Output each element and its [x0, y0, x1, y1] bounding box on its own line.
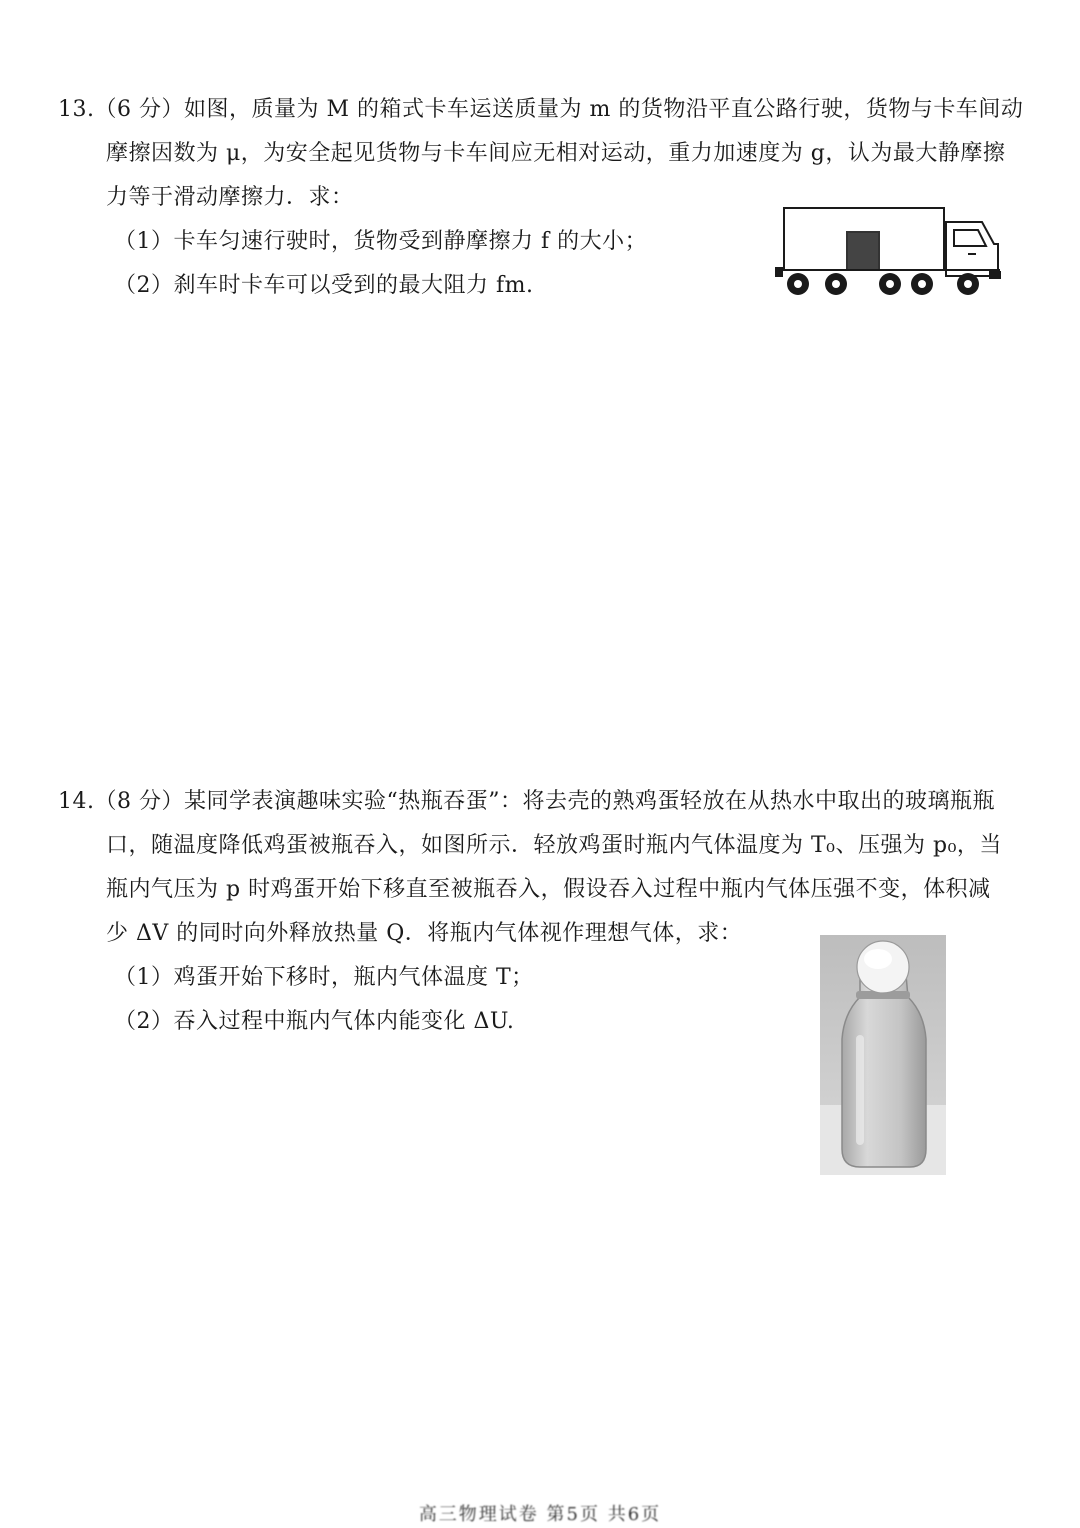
q13-line-1: 13.（6 分）如图，质量为 M 的箱式卡车运送质量为 m 的货物沿平直公路行驶，货物与卡车间动 [58, 97, 1024, 122]
q13-line-2: 摩擦因数为 μ，为安全起见货物与卡车间应无相对运动，重力加速度为 g，认为最大静摩擦 [106, 141, 1006, 166]
glass-bottle [842, 975, 926, 1167]
q13-subquestion-2: （2）刹车时卡车可以受到的最大阻力 fm. [114, 273, 534, 298]
q14-line-2: 口，随温度降低鸡蛋被瓶吞入，如图所示．轻放鸡蛋时瓶内气体温度为 T₀、压强为 p₀，当 [106, 833, 1002, 858]
q13-subquestion-1: （1）卡车匀速行驶时，货物受到静摩擦力 f 的大小； [114, 229, 648, 254]
q14-subquestion-2: （2）吞入过程中瓶内气体内能变化 ΔU. [114, 1009, 515, 1034]
q14-subquestion-1: （1）鸡蛋开始下移时，瓶内气体温度 T； [114, 965, 534, 990]
q13-line-3: 力等于滑动摩擦力．求： [106, 185, 354, 210]
q14-line-1: 14.（8 分）某同学表演趣味实验“热瓶吞蛋”：将去壳的熟鸡蛋轻放在从热水中取出的玻璃瓶瓶 [58, 789, 995, 814]
cargo-block [847, 232, 879, 270]
q14-line-4: 少 ΔV 的同时向外释放热量 Q．将瓶内气体视作理想气体，求： [106, 921, 743, 946]
page-footer: 高三物理试卷 第5页 共6页 [418, 1504, 662, 1525]
q14-line-3: 瓶内气压为 p 时鸡蛋开始下移直至被瓶吞入，假设吞入过程中瓶内气体压强不变，体积减 [106, 877, 991, 902]
bottle-egg-photo [820, 935, 946, 1175]
truck-figure [772, 198, 1004, 300]
